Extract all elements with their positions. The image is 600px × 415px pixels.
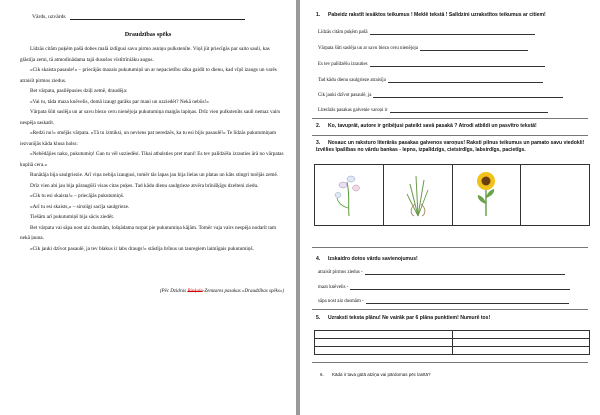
- q4-item: sāpa nost aiz dusmām -: [318, 299, 569, 304]
- question-3-number: 3.: [316, 140, 321, 146]
- worksheet-page: [300, 0, 600, 415]
- question-4-title: Izskaidro dotos vārdu savienojumus!: [328, 256, 418, 262]
- question-3-title: Nosauc un raksturo literārās pasakas galvenos varoņus! Raksti pilnus teikumus un pamato savu viedokli! Izvēlies īpašības no vārdu bankas - lepns, izpalīdzīgs, cietsirdīgs, labsirdīgs, pacietīgs.: [316, 140, 585, 153]
- plan-cell[interactable]: [315, 347, 453, 355]
- story-paragraph: «Vai tu, tāda maza knēvelis, domā izaugt garāks par mani un uzziedēt? Nekā nebūs!»: [30, 98, 209, 105]
- q1-item: Līdzās citām puķēm pašā: [318, 30, 535, 35]
- story-source: [160, 289, 284, 294]
- story-paragraph: «Cik jauki dzīvot pasaulē, ja tev blakus ir labs draugs!» stāstīja brīnus un tauregiem laimīgais pukutumiņš.: [30, 245, 254, 252]
- name-surname-label: Vārds, uzvārds: [32, 14, 66, 20]
- source-suffix: -Zemzares pasakas «Draudzības spēks»): [202, 289, 284, 294]
- question-1: [316, 12, 588, 19]
- plan-cell[interactable]: [452, 331, 590, 339]
- question-2-title: Ko, tavuprāt, autore ir gribējusi pateikt savā pasakā ? Atrodi atbildi un pasvītro tekstā!: [328, 123, 537, 129]
- couch-grass-icon: [398, 168, 438, 218]
- q1-blank[interactable]: [373, 97, 563, 98]
- name-surname-line: [32, 14, 272, 20]
- divider: [312, 118, 588, 119]
- story-paragraph: «Cik tu esi skaista!» – priecājās pukutumiņš.: [30, 193, 125, 199]
- plan-cell[interactable]: [452, 347, 590, 355]
- story-page: [0, 0, 296, 415]
- divider: [312, 309, 588, 310]
- question-1-number: 1.: [316, 12, 321, 18]
- grass-cell[interactable]: [383, 165, 452, 226]
- empty-cell[interactable]: [521, 165, 590, 226]
- question-2-number: 2.: [316, 123, 321, 129]
- question-6-title: Kāda ir tava gūtā atziņa vai pārdomas pēc lasītā?: [332, 372, 431, 377]
- question-6: [320, 371, 592, 378]
- story-paragraph: Līdzās citām puķēm pašā dobes malā izdīgusi savu pirmo asniņu pulkstenīte. Viņš jūt priecīgās par saito sauli, kas glāstīja zemi, tā atmodinādama tajā dusošos vīstītrīniāku augus.: [20, 46, 270, 63]
- question-2: [316, 123, 588, 130]
- question-3: [316, 140, 588, 154]
- question-4-number: 4.: [316, 256, 321, 262]
- q1-item: Vārpata šūti saslēja un ar savu biezo ceru nienējoja: [318, 46, 528, 51]
- plan-cell[interactable]: [452, 339, 590, 347]
- plan-row: [315, 339, 590, 347]
- question-6-number: 6.: [320, 372, 324, 377]
- q1-item: Literārās pasakas galvenie varoņi ir: [318, 108, 548, 113]
- characters-table: [314, 164, 590, 226]
- story-title: Draudzības spēks: [124, 31, 172, 38]
- plan-row: [315, 331, 590, 339]
- story-paragraph: Tiešām arī pukutumiņš bija sācis ziedēt.: [30, 214, 115, 220]
- story-paragraph: Bet vārpata vai sāpa nost aiz dusmām, lošņādama turpat pie pukutumiņa kājām. Tomēr vaja vairs nespēja nodarīt tam nekā ļauna.: [20, 224, 277, 241]
- divider: [312, 135, 588, 136]
- story-paragraph: «Arī tu esi skaists,» – sirsnīgi sacīja saulgrieze.: [30, 203, 130, 210]
- question-5-title: Uzraksti teksta plānu! Ne vairāk par 6 plāna punktiem! Numurē tos!: [328, 315, 491, 321]
- q1-blank[interactable]: [370, 66, 545, 67]
- q4-blank[interactable]: [366, 303, 569, 304]
- question-5-number: 5.: [316, 315, 321, 321]
- q1-item: Es tev palīdzēšu izrauties: [318, 62, 545, 67]
- plan-row: [315, 347, 590, 355]
- bellflower-icon: [329, 168, 369, 218]
- name-surname-blank[interactable]: [70, 19, 245, 20]
- sunflower-cell[interactable]: [452, 165, 521, 226]
- q4-item: mazs knēvelis -: [318, 285, 570, 290]
- story-text: [20, 44, 284, 254]
- story-paragraph: Bet vārpata, pasilēpusies dziļi zemē, draudēja:: [30, 88, 128, 94]
- story-paragraph: Vārpata šūti saslēja un ar savu biezo ceru nienējoja pukutumiņa maigās lapiņas. Drīz vien pulkstenīts sauli nemaz vairs nespēja saskatīt.: [20, 109, 281, 126]
- plan-table: [314, 330, 590, 355]
- q1-item: Cik jauki dzīvot pasaulē, ja: [318, 93, 563, 98]
- story-paragraph: «Redzi nu!» smējās vārpata. «Tā tu izmiksi, un neviens pat neredzēs, ka tu esi bijis pasaulē!» Te līdzās pukutumiņam iezvanījās kāda klusa balss:: [20, 130, 277, 147]
- question-4: [316, 256, 588, 263]
- sunflower-icon: [466, 168, 506, 218]
- source-struck-word: Rinķule: [187, 289, 203, 294]
- q1-blank[interactable]: [370, 34, 535, 35]
- question-5: [316, 315, 588, 322]
- source-prefix: (Pēc Dzidras: [159, 289, 188, 294]
- q1-blank[interactable]: [420, 50, 528, 51]
- story-paragraph: Runātāja bija saulgriezie. Arī viņa nebija izaugusi, tomēr tās lapas jau bija lielas un platas un kāts stingri turējās zemē.: [30, 172, 279, 178]
- flower-cell[interactable]: [315, 165, 384, 226]
- q1-item: Tad kādu dienu saulgrieze atraisīja: [318, 78, 543, 83]
- divider: [312, 362, 588, 363]
- question-1-title: Pabeidz rakstīt iesāktos teikumus ! Meklē tekstā ! Salīdzini uzrakstītos teikumus ar citiem!: [328, 12, 546, 18]
- q4-blank[interactable]: [350, 289, 570, 290]
- q4-item: atraisīt pirmos ziedus -: [318, 270, 565, 275]
- q1-blank[interactable]: [388, 82, 543, 83]
- story-paragraph: «Nebēdājies nako, pukutumiņ! Gan tu vēl uzziedēsi. Tikai atbalsties pret mani! Es tev palīdzēšu izrauties ārā no vārpatas kupliā cera.»: [20, 151, 284, 168]
- q4-blank[interactable]: [365, 274, 565, 275]
- story-paragraph: «Cik skaista pasaule!» – priecājās mazais pukutumiņš un ar nepacietību sāka gaidīt to dienu, kad vīņš izaugs un varēs atraisīt pirmos ziedus.: [20, 67, 277, 84]
- plan-cell[interactable]: [315, 339, 453, 347]
- plan-cell[interactable]: [315, 331, 453, 339]
- divider: [312, 247, 588, 248]
- story-paragraph: Drīz vien abi jau bija pāraugūši visas citas puķes. Tad kādu dienu saulgrieze atvēra brīnišķīgu dzelteni ziedu.: [30, 182, 259, 189]
- q1-blank[interactable]: [390, 112, 548, 113]
